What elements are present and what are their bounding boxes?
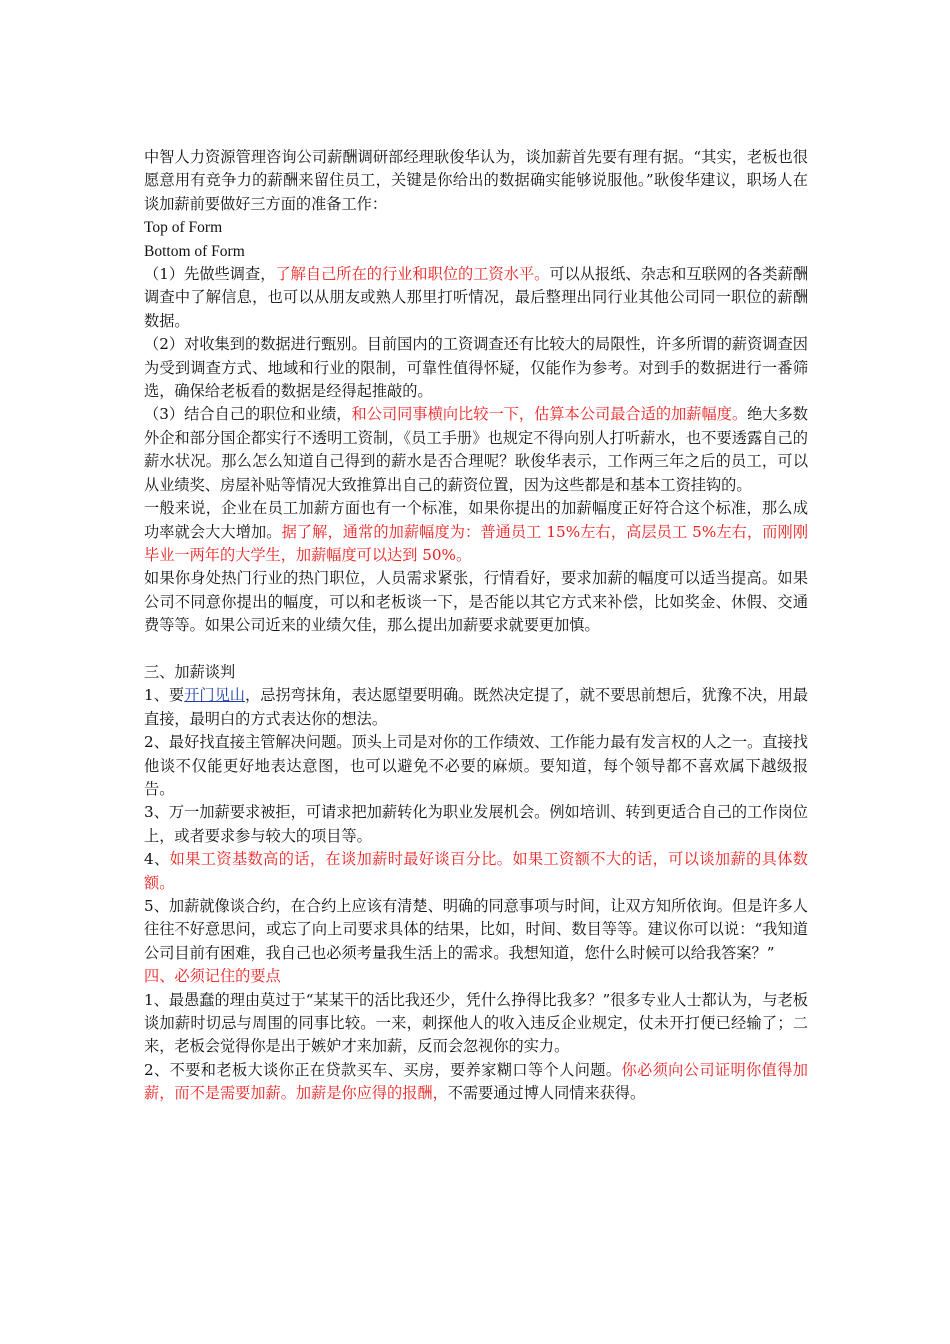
section-3-item-5: 5、加薪就像谈合约，在合约上应该有清楚、明确的同意事项与时间，让双方知所依询。但是许多人往往不好意思问，或忘了向上司要求具体的结果，比如，时间、数目等等。建议你可以说：“我知道公司目前有困难，我自己也必须考量我生活上的需求。我想知道，您什么时候可以给我答案？” xyxy=(144,896,808,962)
intro-paragraph: 中智人力资源管理咨询公司薪酬调研部经理耿俊华认为，谈加薪首先要有理有据。“其实，老板也很愿意用有竞争力的薪酬来留住员工，关键是你给出的数据确实能够说服他。”耿俊华建议，职场人在谈加薪前要做好三方面的准备工作： xyxy=(144,148,808,213)
prep-item-2: （2）对收集到的数据进行甄别。目前国内的工资调查还有比较大的局限性，许多所谓的薪资调查因为受到调查方式、地域和行业的限制，可靠性值得怀疑，仅能作为参考。对到手的数据进行一番筛选，确保给老板看的数据是经得起推敲的。 xyxy=(144,335,808,401)
highlight-text: 你必须向公司证明你值得加薪，而不是需要加薪。加薪是你应得的报酬， xyxy=(144,1060,808,1103)
standard-paragraph: 一般来说，企业在员工加薪方面也有一个标准，如果你提出的加薪幅度正好符合这个标准，那么成功率就会大大增加。据了解，通常的加薪幅度为：普通员工 15%左右，高层员工 5%左右，而刚刚毕业一两年的大学生，加薪幅度可以达到 50%。 xyxy=(144,499,809,564)
section-3-heading: 三、加薪谈判 xyxy=(144,662,236,681)
blank-line xyxy=(144,638,808,661)
top-of-form-label: Top of Form xyxy=(144,219,223,237)
section-3-item-2: 2、最好找直接主管解决问题。顶头上司是对你的工作绩效、工作能力最有发言权的人之一。直接找他谈不仅能更好地表达意图，也可以避免不必要的麻烦。要知道，每个领导都不喜欢属下越级报告。 xyxy=(144,733,808,798)
section-4-heading: 四、必须记住的要点 xyxy=(144,967,281,986)
prep-item-1: （1）先做些调查，了解自己所在的行业和职位的工资水平。可以从报纸、杂志和互联网的各类薪酬调查中了解信息，也可以从朋友或熟人那里打听情况，最后整理出同行业其他公司同一职位的薪酬数据。 xyxy=(144,265,809,330)
section-3-item-4: 4、如果工资基数高的话，在谈加薪时最好谈百分比。如果工资额不大的话，可以谈加薪的具体数额。 xyxy=(144,850,808,892)
highlight-text: 如果工资基数高的话，在谈加薪时最好谈百分比。如果工资额不大的话，可以谈加薪的具体数额。 xyxy=(144,850,808,892)
highlight-text: 据了解，通常的加薪幅度为：普通员工 15%左右，高层员工 5%左右，而刚刚毕业一两年的大学生，加薪幅度可以达到 50%。 xyxy=(144,522,809,564)
section-3-item-1: 1、要开门见山，忌拐弯抹角，表达愿望要明确。既然决定提了，就不要思前想后，犹豫不决，用最直接，最明白的方式表达你的想法。 xyxy=(144,686,809,728)
section-3-item-3: 3、万一加薪要求被拒，可请求把加薪转化为职业发展机会。例如培训、转到更适合自己的工作岗位上，或者要求参与较大的项目等。 xyxy=(144,803,808,845)
document-body xyxy=(144,146,808,1106)
prep-item-3: （3）结合自己的职位和业绩，和公司同事横向比较一下，估算本公司最合适的加薪幅度。绝大多数外企和部分国企都实行不透明工资制，《员工手册》也规定不得向别人打听薪水，也不要透露自己的薪水状况。那么怎么知道自己得到的薪水是否合理呢？耿俊华表示，工作两三年之后的员工，可以从业绩奖、房屋补贴等情况大致推算出自己的薪资位置，因为这些都是和基本工资挂钩的。 xyxy=(144,405,808,494)
bottom-of-form-label: Bottom of Form xyxy=(144,242,245,260)
hot-industry-paragraph: 如果你身处热门行业的热门职位，人员需求紧张，行情看好，要求加薪的幅度可以适当提高。如果公司不同意你提出的幅度，可以和老板谈一下，是否能以其它方式来补偿，比如奖金、休假、交通费等等。如果公司近来的业绩欠佳，那么提出加薪要求就要更加慎。 xyxy=(144,569,808,635)
section-4-item-2: 2、不要和老板大谈你正在贷款买车、买房，要养家糊口等个人问题。你必须向公司证明你值得加薪，而不是需要加薪。加薪是你应得的报酬，不需要通过博人同情来获得。 xyxy=(144,1060,808,1103)
highlight-text: 和公司同事横向比较一下，估算本公司最合适的加薪幅度。 xyxy=(351,405,748,424)
section-4-item-1: 1、最愚蠢的理由莫过于“某某干的活比我还少，凭什么挣得比我多？”很多专业人士都认为，与老板谈加薪时切忌与周围的同事比较。一来，刺探他人的收入违反企业规定，仗未开打便已经输了；二来，老板会觉得你是出于嫉妒才来加薪，反而会忽视你的实力。 xyxy=(144,990,808,1056)
highlight-text: 了解自己所在的行业和职位的工资水平。 xyxy=(275,265,550,284)
idiom-link[interactable]: 开门见山 xyxy=(184,686,246,705)
